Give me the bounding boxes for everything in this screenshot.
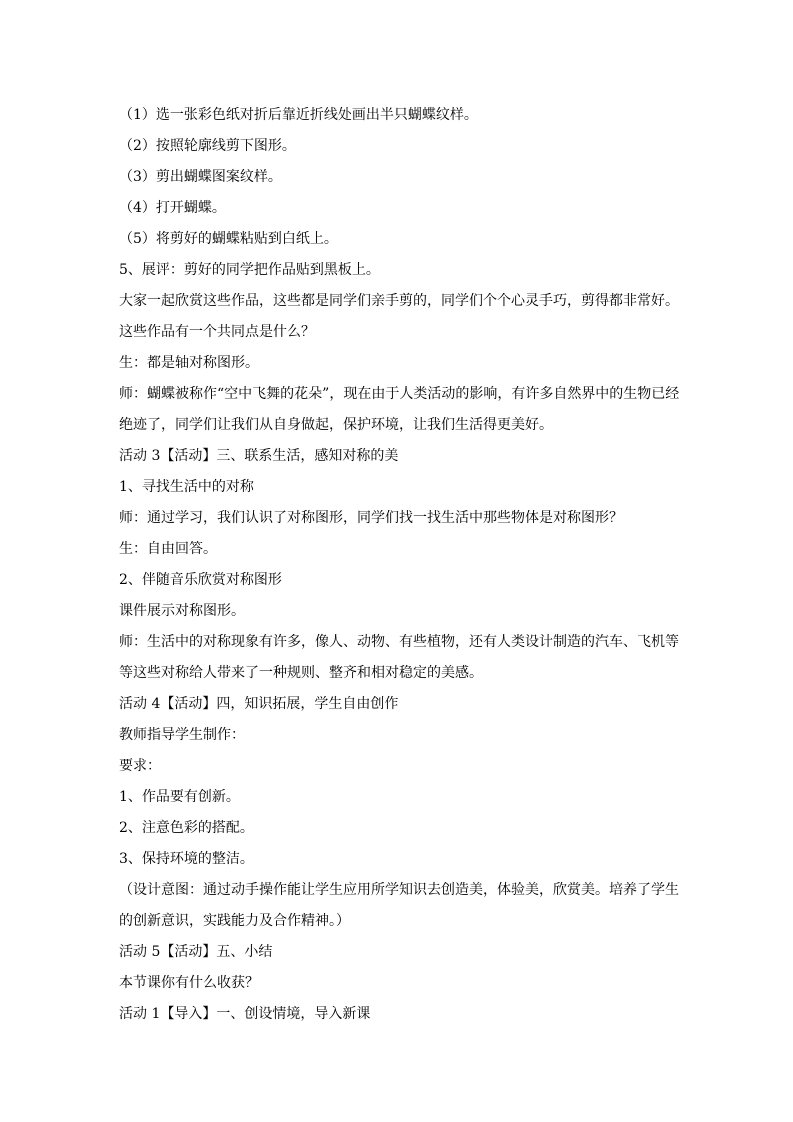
text-line: 大家一起欣赏这些作品，这些都是同学们亲手剪的，同学们个个心灵手巧，剪得都非常好。 — [119, 293, 679, 309]
section-heading: 活动 5【活动】五、小结 — [119, 944, 273, 960]
text-line: 课件展示对称图形。 — [119, 603, 245, 619]
text-line: 生：自由回答。 — [119, 541, 217, 557]
text-line: 生：都是轴对称图形。 — [119, 355, 259, 371]
section-heading: 活动 1【导入】一、创设情境，导入新课 — [119, 1006, 371, 1022]
text-line: 要求： — [119, 758, 161, 774]
text-line: （4）打开蝴蝶。 — [119, 200, 226, 216]
text-line: 的创新意识，实践能力及合作精神。） — [119, 913, 350, 929]
text-line: 2、伴随音乐欣赏对称图形 — [119, 572, 282, 588]
text-line: （5）将剪好的蝴蝶粘贴到白纸上。 — [119, 231, 338, 247]
text-line: 5、展评：剪好的同学把作品贴到黑板上。 — [119, 262, 380, 278]
text-line: （2）按照轮廓线剪下图形。 — [119, 138, 296, 154]
text-line: 师：通过学习，我们认识了对称图形，同学们找一找生活中那些物体是对称图形？ — [119, 510, 623, 526]
text-line: 师：生活中的对称现象有许多，像人、动物、有些植物，还有人类设计制造的汽车、飞机等 — [119, 634, 679, 650]
text-line: 2、注意色彩的搭配。 — [119, 820, 254, 836]
text-line: 绝迹了，同学们让我们从自身做起，保护环境，让我们生活得更美好。 — [119, 417, 553, 433]
document-body — [119, 100, 684, 1030]
text-line: （3）剪出蝴蝶图案纹样。 — [119, 169, 282, 185]
text-line: 本节课你有什么收获？ — [119, 975, 259, 991]
text-line: （1）选一张彩色纸对折后靠近折线处画出半只蝴蝶纹样。 — [119, 107, 478, 123]
text-line: （设计意图：通过动手操作能让学生应用所学知识去创造美，体验美，欣赏美。培养了学生 — [119, 882, 679, 898]
text-line: 3、保持环境的整洁。 — [119, 851, 254, 867]
text-line: 教师指导学生制作： — [119, 727, 245, 743]
text-line: 1、寻找生活中的对称 — [119, 479, 254, 495]
section-heading: 活动 4【活动】四，知识拓展，学生自由创作 — [119, 696, 399, 712]
text-line: 等这些对称给人带来了一种规则、整齐和相对稳定的美感。 — [119, 665, 483, 681]
text-line: 这些作品有一个共同点是什么？ — [119, 324, 315, 340]
text-line: 1、作品要有创新。 — [119, 789, 240, 805]
text-line: 师：蝴蝶被称作“空中飞舞的花朵”，现在由于人类活动的影响，有许多自然界中的生物已经 — [119, 386, 680, 402]
section-heading: 活动 3【活动】三、联系生活，感知对称的美 — [119, 448, 399, 464]
